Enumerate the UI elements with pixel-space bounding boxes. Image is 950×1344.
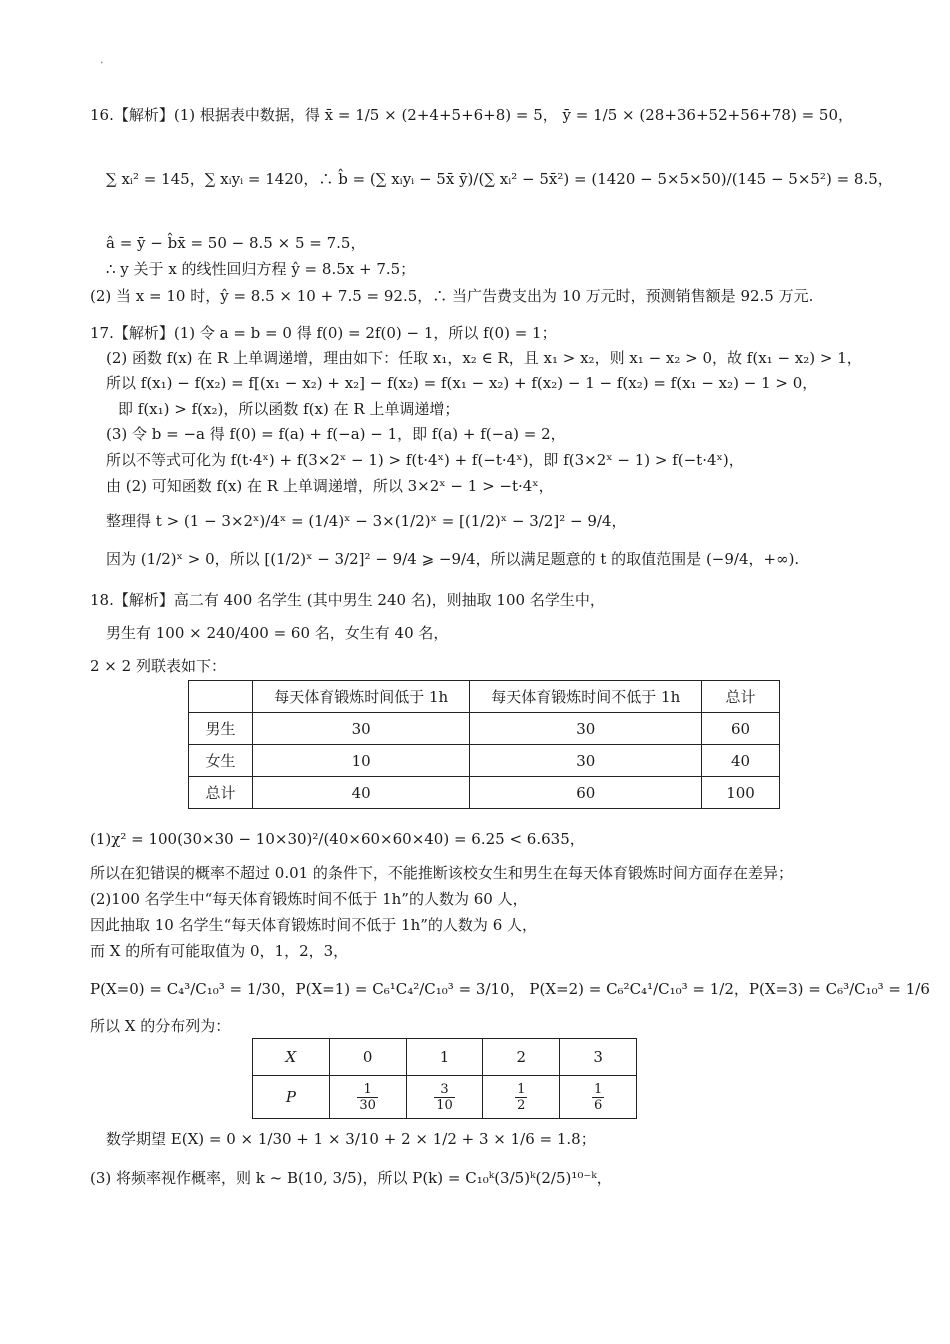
fraction-numerator: 1	[517, 1081, 526, 1097]
q18-line-5: 所以在犯错误的概率不超过 0.01 的条件下，不能推断该校女生和男生在每天体育锻炼时间方面存在差异；	[90, 864, 793, 882]
q18-line-7: 因此抽取 10 名学生“每天体育锻炼时间不低于 1h”的人数为 6 人，	[90, 916, 538, 934]
q18-line-9: P(X=0) = C₄³/C₁₀³ = 1/30，P(X=1) = C₆¹C₄²/C₁₀³ = 3/10， P(X=2) = C₆²C₄¹/C₁₀³ = 1/2，P(X=3) = C₆³/C₁₀³ = 1/6	[90, 980, 930, 998]
table-cell: 总计	[189, 777, 253, 809]
table-row	[253, 1039, 637, 1076]
q18-line-2: 男生有 100 × 240/400 = 60 名，女生有 40 名，	[106, 624, 449, 642]
table-row	[189, 713, 780, 745]
table-cell: 30	[470, 713, 702, 745]
q16-line-2: ∑ xᵢ² = 145，∑ xᵢyᵢ = 1420，∴ b̂ = (∑ xᵢyᵢ − 5x̄ ȳ)/(∑ xᵢ² − 5x̄²) = (1420 − 5×5×50)/(145 − 5×5²) = 8.5，	[106, 170, 893, 188]
table-cell: 100	[702, 777, 780, 809]
q18-line-4: (1)χ² = 100(30×30 − 10×30)²/(40×60×60×40) = 6.25 < 6.635，	[90, 830, 585, 848]
q17-line-2: (2) 函数 f(x) 在 R 上单调递增，理由如下：任取 x₁，x₂ ∈ R，且 x₁ > x₂，则 x₁ − x₂ > 0，故 f(x₁ − x₂) > 1，	[106, 349, 862, 367]
q16-line-5: (2) 当 x = 10 时，ŷ = 8.5 × 10 + 7.5 = 92.5，∴ 当广告费支出为 10 万元时，预测销售额是 92.5 万元.	[90, 287, 814, 305]
x-label-cell: X	[253, 1039, 330, 1076]
q16-line-4: ∴ y 关于 x 的线性回归方程 ŷ = 8.5x + 7.5；	[106, 260, 416, 278]
fraction	[592, 1082, 604, 1113]
q18-line-8: 而 X 的所有可能取值为 0，1，2，3，	[90, 942, 349, 960]
table-row	[189, 745, 780, 777]
table-header-cell: 每天体育锻炼时间低于 1h	[252, 681, 470, 713]
p-value-cell	[483, 1076, 560, 1119]
fraction-denominator: 2	[517, 1097, 526, 1113]
fraction	[357, 1082, 378, 1113]
table-cell: 30	[470, 745, 702, 777]
p-value-cell	[560, 1076, 637, 1119]
q18-line-11: 数学期望 E(X) = 0 × 1/30 + 1 × 3/10 + 2 × 1/2 + 3 × 1/6 = 1.8；	[106, 1130, 596, 1148]
fraction-denominator: 6	[593, 1097, 603, 1113]
fraction-denominator: 30	[359, 1097, 376, 1113]
table-cell: 40	[252, 777, 470, 809]
q17-line-3: 所以 f(x₁) − f(x₂) = f[(x₁ − x₂) + x₂] − f(x₂) = f(x₁ − x₂) + f(x₂) − 1 − f(x₂) = f(x₁ − x₂) − 1 > 0，	[106, 374, 818, 392]
scan-dot: •	[100, 60, 104, 67]
fraction-numerator: 1	[593, 1081, 603, 1097]
q16-line-1: 16.【解析】(1) 根据表中数据，得 x̄ = 1/5 × (2+4+5+6+8) = 5， ȳ = 1/5 × (28+36+52+56+78) = 50，	[90, 106, 853, 124]
q17-line-4: 即 f(x₁) > f(x₂)，所以函数 f(x) 在 R 上单调递增；	[118, 400, 460, 418]
q17-line-1: 17.【解析】(1) 令 a = b = 0 得 f(0) = 2f(0) − 1，所以 f(0) = 1；	[90, 324, 557, 342]
table-cell: 40	[702, 745, 780, 777]
table-cell: 女生	[189, 745, 253, 777]
q18-line-3: 2 × 2 列联表如下：	[90, 657, 226, 675]
q17-line-8: 整理得 t > (1 − 3×2ˣ)/4ˣ = (1/4)ˣ − 3×(1/2)ˣ = [(1/2)ˣ − 3/2]² − 9/4，	[106, 512, 627, 530]
p-value-cell	[406, 1076, 483, 1119]
p-label-cell: P	[253, 1076, 330, 1119]
table-header-cell: 每天体育锻炼时间不低于 1h	[470, 681, 702, 713]
x-value-cell: 1	[406, 1039, 483, 1076]
fraction	[515, 1082, 527, 1113]
table-row	[189, 777, 780, 809]
fraction-numerator: 1	[357, 1082, 378, 1098]
table-cell: 60	[702, 713, 780, 745]
q17-line-5: (3) 令 b = −a 得 f(0) = f(a) + f(−a) − 1，即 f(a) + f(−a) = 2，	[106, 425, 566, 443]
x-value-cell: 0	[329, 1039, 406, 1076]
q17-line-7: 由 (2) 可知函数 f(x) 在 R 上单调递增，所以 3×2ˣ − 1 > −t·4ˣ，	[106, 477, 554, 495]
table-cell: 60	[470, 777, 702, 809]
q18-line-12: (3) 将频率视作概率，则 k ~ B(10, 3/5)，所以 P(k) = C₁₀ᵏ(3/5)ᵏ(2/5)¹⁰⁻ᵏ，	[90, 1169, 612, 1187]
fraction	[434, 1082, 455, 1113]
table-cell: 10	[252, 745, 470, 777]
q18-line-10: 所以 X 的分布列为：	[90, 1017, 231, 1035]
contingency-table	[188, 680, 780, 809]
q18-line-1: 18.【解析】高二有 400 名学生 (其中男生 240 名)，则抽取 100 名学生中，	[90, 591, 605, 609]
table-cell: 男生	[189, 713, 253, 745]
x-value-cell: 3	[560, 1039, 637, 1076]
distribution-table	[252, 1038, 637, 1119]
q17-line-6: 所以不等式可化为 f(t·4ˣ) + f(3×2ˣ − 1) > f(t·4ˣ) + f(−t·4ˣ)，即 f(3×2ˣ − 1) > f(−t·4ˣ)，	[106, 451, 744, 469]
fraction-denominator: 10	[436, 1097, 453, 1113]
table-header-cell	[189, 681, 253, 713]
table-cell: 30	[252, 713, 470, 745]
q17-line-9: 因为 (1/2)ˣ > 0，所以 [(1/2)ˣ − 3/2]² − 9/4 ⩾ −9/4，所以满足题意的 t 的取值范围是 (−9/4，+∞).	[106, 550, 800, 568]
fraction-numerator: 3	[434, 1082, 455, 1098]
table-header-cell: 总计	[702, 681, 780, 713]
table-row	[189, 681, 780, 713]
q18-line-6: (2)100 名学生中“每天体育锻炼时间不低于 1h”的人数为 60 人，	[90, 890, 528, 908]
x-value-cell: 2	[483, 1039, 560, 1076]
p-value-cell	[329, 1076, 406, 1119]
q16-line-3: â = ȳ − b̂x̄ = 50 − 8.5 × 5 = 7.5，	[106, 234, 366, 252]
table-row	[253, 1076, 637, 1119]
